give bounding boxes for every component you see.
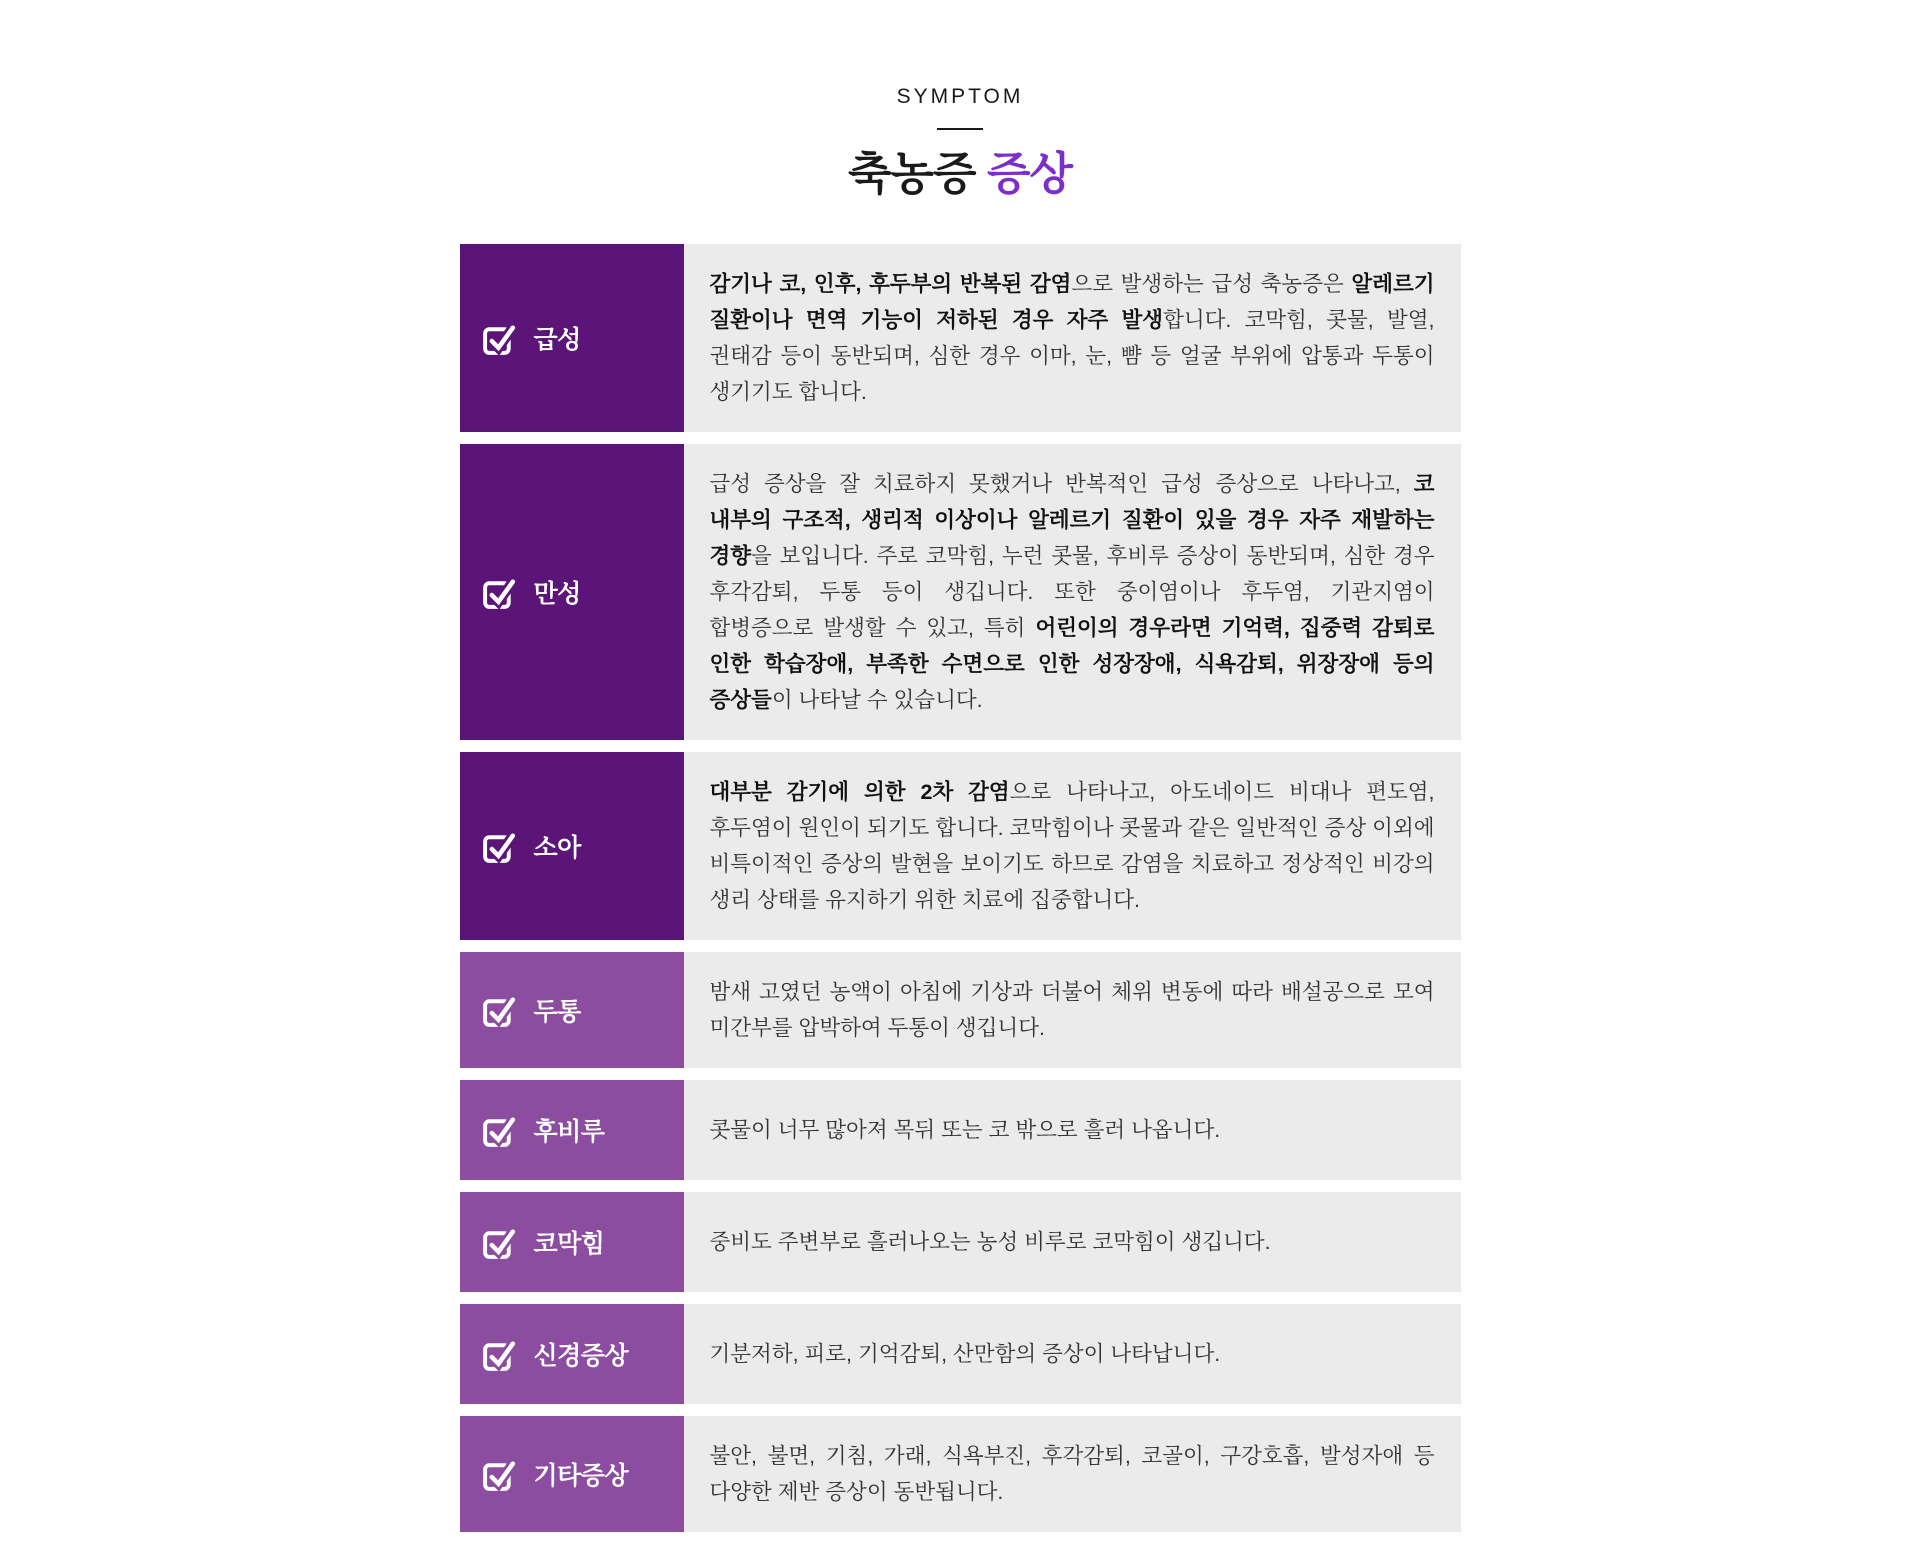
checkbox-check-icon	[481, 1336, 518, 1373]
row-label-cell	[460, 952, 684, 1068]
row-label: 만성	[533, 580, 581, 608]
row-label: 기타증상	[533, 1462, 629, 1490]
symptom-row-pediatric	[460, 752, 1461, 940]
row-description	[710, 974, 1435, 1046]
row-label: 후비루	[533, 1118, 605, 1146]
row-label-cell	[460, 752, 684, 940]
page-title	[0, 148, 1920, 200]
row-description-cell	[684, 244, 1461, 432]
text-segment: 을 보입니다. 주로 코막힘, 누런 콧물, 후비루 증상이 동반되며, 심한 경우 후각감퇴, 두통 등이 생깁니다. 또한 중이염이나 후두염, 기관지염이 합병증으로 발생할 수 있고, 특히	[709, 544, 1435, 640]
row-description-cell	[684, 1416, 1461, 1532]
symptom-row-nasal-congestion	[460, 1192, 1461, 1292]
row-description-cell	[684, 1080, 1461, 1180]
row-label-cell	[460, 244, 684, 432]
checkbox-check-icon	[481, 1224, 518, 1261]
checkbox-check-icon	[481, 828, 518, 865]
checkbox-check-icon	[481, 320, 518, 357]
symptom-row-other	[460, 1416, 1461, 1532]
title-accent: 증상	[986, 148, 1072, 199]
text-segment: 급성 증상을 잘 치료하지 못했거나 반복적인 급성 증상으로 나타나고,	[709, 472, 1414, 496]
text-segment: 중비도 주변부로 흘러나오는 농성 비루로 코막힘이 생깁니다.	[709, 1230, 1271, 1254]
text-segment: 콧물이 너무 많아져 목뒤 또는 코 밖으로 흘러 나옵니다.	[709, 1118, 1221, 1142]
row-description-cell	[684, 444, 1461, 740]
row-label-cell	[460, 444, 684, 740]
row-label-cell	[460, 1416, 684, 1532]
row-label: 신경증상	[533, 1342, 629, 1370]
row-description	[710, 466, 1435, 718]
row-description-cell	[684, 952, 1461, 1068]
text-segment: 기분저하, 피로, 기억감퇴, 산만함의 증상이 나타납니다.	[709, 1342, 1221, 1366]
checkbox-check-icon	[481, 574, 518, 611]
checkbox-check-icon	[481, 1456, 518, 1493]
symptom-row-acute	[460, 244, 1461, 432]
row-label-cell	[460, 1304, 684, 1404]
row-label-cell	[460, 1080, 684, 1180]
checkbox-check-icon	[481, 1112, 518, 1149]
text-segment: 으로 나타나고, 아도네이드 비대나 편도염, 후두염이 원인이 되기도 합니다. 코막힘이나 콧물과 같은 일반적인 증상 이외에 비특이적인 증상의 발현을 보이기도 하므로 감염을 치료하고 정상적인 비강의 생리 상태를 유지하기 위한 치료에 집중합니다.	[709, 780, 1435, 912]
symptom-row-headache	[460, 952, 1461, 1068]
row-label-cell	[460, 1192, 684, 1292]
symptom-row-chronic	[460, 444, 1461, 740]
text-segment: 어린이의 경우라면 기억력, 집중력 감퇴로 인한 학습장애, 부족한 수면으로 인한 성장장애, 식욕감퇴, 위장장애 등의 증상들	[709, 616, 1435, 712]
eyebrow-label: SYMPTOM	[896, 85, 1024, 108]
row-label: 소아	[533, 834, 581, 862]
text-segment: 합니다. 코막힘, 콧물, 발열, 권태감 등이 동반되며, 심한 경우 이마, 눈, 뺨 등 얼굴 부위에 압통과 두통이 생기기도 합니다.	[709, 308, 1435, 404]
symptom-row-neurological	[460, 1304, 1461, 1404]
row-description-cell	[684, 1192, 1461, 1292]
text-segment: 코 내부의 구조적, 생리적 이상이나 알레르기 질환이 있을 경우 자주 재발하는 경향	[709, 472, 1435, 568]
row-description	[710, 774, 1435, 918]
text-segment: 대부분 감기에 의한 2차 감염	[709, 780, 1010, 804]
text-segment: 이 나타날 수 있습니다.	[771, 688, 983, 712]
row-description	[710, 1224, 1271, 1260]
row-label: 두통	[533, 998, 581, 1026]
symptom-row-postnasal-drip	[460, 1080, 1461, 1180]
row-description-cell	[684, 1304, 1461, 1404]
title-main: 축농증	[848, 148, 976, 199]
row-description	[710, 1336, 1221, 1372]
text-segment: 밤새 고였던 농액이 아침에 기상과 더불어 체위 변동에 따라 배설공으로 모여 미간부를 압박하여 두통이 생깁니다.	[709, 980, 1435, 1040]
header-divider	[937, 128, 983, 130]
row-description	[710, 266, 1435, 410]
checkbox-check-icon	[481, 992, 518, 1029]
row-description	[710, 1438, 1435, 1510]
row-label: 코막힘	[533, 1230, 605, 1258]
symptom-table	[460, 244, 1461, 1532]
text-segment: 알레르기 질환이나 면역 기능이 저하된 경우 자주 발생	[709, 272, 1435, 332]
text-segment: 감기나 코, 인후, 후두부의 반복된 감염	[709, 272, 1072, 296]
row-description-cell	[684, 752, 1461, 940]
text-segment: 불안, 불면, 기침, 가래, 식욕부진, 후각감퇴, 코골이, 구강호흡, 발성자애 등 다양한 제반 증상이 동반됩니다.	[709, 1444, 1435, 1504]
section-header	[0, 0, 1920, 200]
text-segment: 으로 발생하는 급성 축농증은	[1071, 272, 1352, 296]
row-description	[710, 1112, 1221, 1148]
row-label: 급성	[533, 326, 581, 354]
